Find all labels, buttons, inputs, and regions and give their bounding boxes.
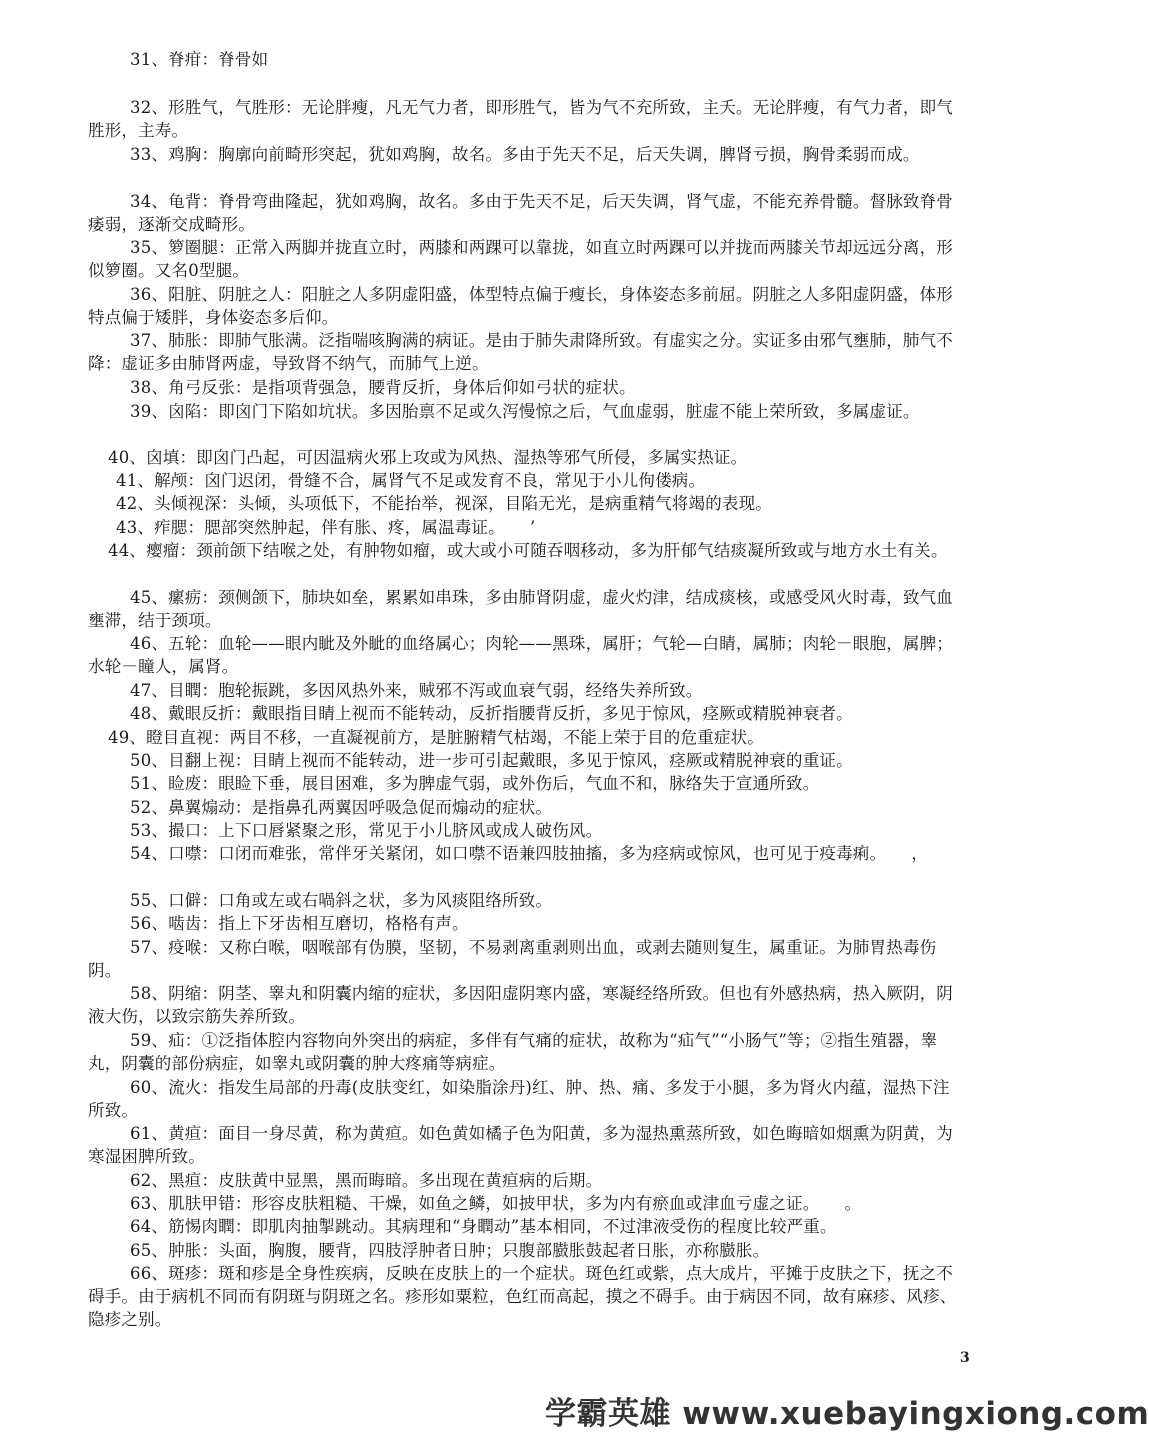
- entry-36: 36、阳脏、阴脏之人：阳脏之人多阴虚阳盛，体型特点偏于瘦长，身体姿态多前屈。阴脏之人多阳虚阴盛，体形特点偏于矮胖，身体姿态多后仰。: [88, 285, 953, 327]
- entry-34: 34、龟背：脊骨弯曲隆起，犹如鸡胸，故名。多由于先天不足，后天失调，肾气虚，不能充养骨髓。督脉致脊骨痿弱，逐渐交成畸形。: [88, 192, 953, 234]
- entry-41: 41、解颅：囟门迟闭，骨缝不合，属肾气不足或发育不良，常见于小儿佝偻病。: [116, 471, 706, 490]
- site-watermark: 学霸英雄 www.xuebayingxiong.com: [545, 1396, 1149, 1432]
- entry-44: 44、瘿瘤：颈前颌下结喉之处，有肿物如瘤，或大或小可随吞咽移动，多为肝郁气结痰凝所致或与地方水土有关。: [108, 541, 948, 560]
- entry-58: 58、阴缩：阴茎、睾丸和阴囊内缩的症状，多因阳虚阴寒内盛，寒凝经络所致。但也有外感热病，热入厥阴，阴液大伤，以致宗筋失养所致。: [88, 984, 953, 1026]
- entry-64: 64、筋惕肉瞤：即肌肉抽掣跳动。其病理和“身瞤动”基本相同，不过津液受伤的程度比较严重。: [130, 1217, 837, 1236]
- entry-32: 32、形胜气，气胜形：无论胖瘦，凡无气力者，即形胜气，皆为气不充所致，主夭。无论胖瘦，有气力者，即气胜形，主寿。: [88, 98, 953, 140]
- entry-55: 55、口僻：口角或左或右喎斜之状，多为风痰阻络所致。: [130, 891, 553, 910]
- entry-59: 59、疝：①泛指体腔内容物向外突出的病症，多伴有气痛的症状，故称为“疝气”“小肠气”等；②指生殖器，睾丸，阴囊的部份病症，如睾丸或阴囊的肿大疼痛等病症。: [88, 1031, 938, 1073]
- entry-47: 47、目瞤：胞轮振跳，多因风热外来，贼邪不泻或血衰气弱，经络失养所致。: [130, 681, 703, 700]
- entry-50: 50、目翻上视：目睛上视而不能转动，进一步可引起戴眼，多见于惊风，痉厥或精脱神衰的重证。: [130, 751, 853, 770]
- entry-40: 40、囟填：即囟门凸起，可因温病火邪上攻或为风热、湿热等邪气所侵，多属实热证。: [108, 448, 748, 467]
- entry-57: 57、疫喉：又称白喉，咽喉部有伪膜，坚韧，不易剥离重剥则出血，或剥去随则复生，属重证。为肺胃热毒伤阴。: [88, 938, 937, 980]
- entry-66: 66、斑疹：斑和疹是全身性疾病，反映在皮肤上的一个症状。斑色红或紫，点大成片，平摊于皮肤之下，抚之不碍手。由于病机不同而有阴斑与阴斑之名。疹形如粟粒，色红而高起，摸之不碍手。由于病因不同，故有麻疹、风疹、隐疹之别。: [88, 1264, 957, 1329]
- entry-54: 54、口噤：口闭而难张，常伴牙关紧闭，如口噤不语兼四肢抽搐，多为痉病或惊风，也可见于疫毒痢。 ，: [130, 844, 929, 863]
- entry-45: 45、瘰疬：颈侧颌下，肺块如垒，累累如串珠，多由肺肾阴虚，虚火灼津，结成痰核，或感受风火时毒，致气血壅滞，结于颈项。: [88, 588, 953, 630]
- entry-43: 43、痄腮：腮部突然肿起，伴有胀、疼，属温毒证。 ’: [116, 518, 536, 537]
- entry-62: 62、黑疸：皮肤黄中显黑，黑而晦暗。多出现在黄疸病的后期。: [130, 1171, 603, 1190]
- entry-33: 33、鸡胸：胸廓向前畸形突起，犹如鸡胸，故名。多由于先天不足，后天失调，脾肾亏损，胸骨柔弱而成。: [130, 145, 920, 164]
- entry-39: 39、囟陷：即囟门下陷如坑状。多因胎禀不足或久泻慢惊之后，气血虚弱，脏虚不能上荣所致，多属虚证。: [130, 402, 920, 421]
- entry-53: 53、撮口：上下口唇紧聚之形，常见于小儿脐风或成人破伤风。: [130, 821, 603, 840]
- entry-46: 46、五轮：血轮——眼内眦及外眦的血络属心；肉轮——黑珠，属肝；气轮—白睛，属肺；肉轮－眼胞，属脾；水轮－瞳人，属肾。: [88, 634, 953, 676]
- entry-38: 38、角弓反张：是指项背强急，腰背反折，身体后仰如弓状的症状。: [130, 378, 636, 397]
- entry-48: 48、戴眼反折：戴眼指目睛上视而不能转动，反折指腰背反折，多见于惊风，痉厥或精脱神衰者。: [130, 704, 853, 723]
- entry-65: 65、肿胀：头面，胸腹，腰背，四肢浮肿者日肿；只腹部臌胀鼓起者日胀，亦称臌胀。: [130, 1241, 770, 1260]
- entry-63: 63、肌肤甲错：形容皮肤粗糙、干燥，如鱼之鳞，如披甲状，多为内有瘀血或津血亏虚之证。 。: [130, 1194, 862, 1213]
- entry-37: 37、肺胀：即肺气胀满。泛指喘咳胸满的病证。是由于肺失肃降所致。有虚实之分。实证多由邪气壅肺，肺气不降：虚证多由肺肾两虚，导致肾不纳气，而肺气上逆。: [88, 331, 953, 373]
- entry-31: 31、脊疳：脊骨如: [130, 50, 269, 69]
- entry-60: 60、流火：指发生局部的丹毒(皮肤变红，如染脂涂丹)红、肿、热、痛、多发于小腿，多为肾火内蕴，湿热下注所致。: [88, 1078, 950, 1120]
- entry-42: 42、头倾视深：头倾，头项低下，不能抬举，视深，目陷无光，是病重精气将竭的表现。: [116, 494, 772, 513]
- entry-51: 51、睑废：眼睑下垂，展目困难，多为脾虚气弱，或外伤后，气血不和，脉络失于宣通所致。: [130, 774, 820, 793]
- entry-56: 56、啮齿：指上下牙齿相互磨切，格格有声。: [130, 914, 469, 933]
- entry-61: 61、黄疸：面目一身尽黄，称为黄疸。如色黄如橘子色为阳黄，多为湿热熏蒸所致，如色晦暗如烟熏为阴黄，为寒湿困脾所致。: [88, 1124, 953, 1166]
- entry-49: 49、瞪目直视：两目不移，一直凝视前方，是脏腑精气枯竭，不能上荣于目的危重症状。: [108, 728, 764, 747]
- entry-35: 35、箩圈腿：正常入两脚并拢直立时，两膝和两踝可以靠拢，如直立时两踝可以并拢而两膝关节却远远分离，形似箩圈。又名0型腿。: [88, 238, 953, 280]
- entry-52: 52、鼻翼煽动：是指鼻孔两翼因呼吸急促而煽动的症状。: [130, 798, 553, 817]
- page-number: 3: [960, 1350, 970, 1366]
